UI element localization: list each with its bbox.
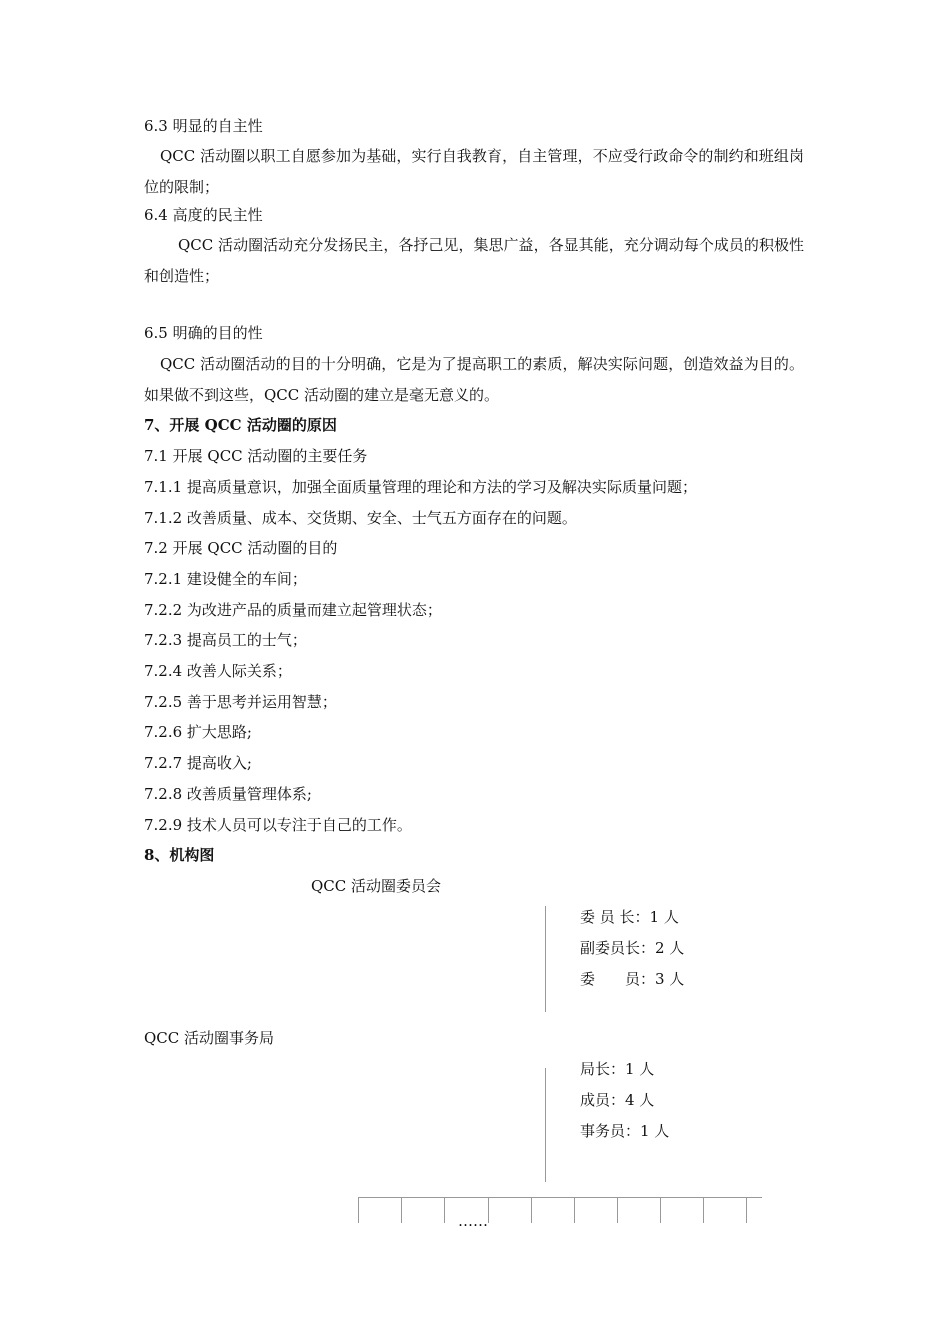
list-item: 7.1 开展 QCC 活动圈的主要任务 — [144, 447, 368, 465]
groups-bracket — [358, 1197, 762, 1198]
list-item: 7.1.1 提高质量意识，加强全面质量管理的理论和方法的学习及解决实际质量问题； — [144, 478, 697, 496]
bureau-member-3: 事务员：1 人 — [580, 1122, 670, 1140]
group-connector — [444, 1197, 445, 1223]
group-connector — [660, 1197, 661, 1223]
group-connector — [703, 1197, 704, 1223]
section-6-5-body: QCC 活动圈活动的目的十分明确，它是为了提高职工的素质，解决实际问题，创造效益为目的。如果做不到这些，QCC 活动圈的建立是毫无意义的。 — [144, 355, 804, 404]
list-item: 7.2.3 提高员工的士气； — [144, 631, 307, 649]
section-6-5-heading: 6.5 明确的目的性 — [144, 324, 263, 342]
group-connector — [617, 1197, 618, 1223]
list-item: 7.2.9 技术人员可以专注于自己的工作。 — [144, 816, 412, 834]
group-connector — [401, 1197, 402, 1223]
committee-connector — [545, 906, 546, 1012]
list-item: 7.1.2 改善质量、成本、交货期、安全、士气五方面存在的问题。 — [144, 509, 577, 527]
section-8-heading: 8、机构图 — [144, 846, 215, 864]
list-item: 7.2.7 提高收入; — [144, 754, 252, 772]
section-6-4-body: QCC 活动圈活动充分发扬民主，各抒己见，集思广益，各显其能，充分调动每个成员的积极性和创造性； — [144, 236, 804, 285]
committee-title: QCC 活动圈委员会 — [311, 877, 442, 895]
group-connector — [488, 1197, 489, 1223]
list-item: 7.2.2 为改进产品的质量而建立起管理状态； — [144, 601, 442, 619]
list-item: 7.2.1 建设健全的车间； — [144, 570, 307, 588]
list-item: 7.2.5 善于思考并运用智慧； — [144, 693, 337, 711]
list-item: 7.2.6 扩大思路; — [144, 723, 252, 741]
section-6-4-heading: 6.4 高度的民主性 — [144, 206, 263, 224]
bureau-connector — [545, 1068, 546, 1182]
list-item: 7.2.8 改善质量管理体系; — [144, 785, 312, 803]
group-connector — [531, 1197, 532, 1223]
group-connector — [746, 1197, 747, 1223]
list-item: 7.2.4 改善人际关系； — [144, 662, 292, 680]
committee-member-3: 委 员：3 人 — [580, 970, 685, 988]
list-item: 7.2 开展 QCC 活动圈的目的 — [144, 539, 338, 557]
committee-member-1: 委 员 长：1 人 — [580, 908, 679, 926]
section-6-3-heading: 6.3 明显的自主性 — [144, 117, 263, 135]
bureau-title: QCC 活动圈事务局 — [144, 1029, 275, 1047]
bureau-member-2: 成员：4 人 — [580, 1091, 655, 1109]
group-connector — [574, 1197, 575, 1223]
bureau-member-1: 局长：1 人 — [580, 1060, 655, 1078]
section-6-3-body: QCC 活动圈以职工自愿参加为基础，实行自我教育，自主管理，不应受行政命令的制约和班组岗位的限制； — [144, 147, 804, 196]
committee-member-2: 副委员长：2 人 — [580, 939, 685, 957]
group-connector — [358, 1197, 359, 1223]
section-7-heading: 7、开展 QCC 活动圈的原因 — [144, 416, 337, 434]
groups-ellipsis: …… — [458, 1212, 488, 1230]
